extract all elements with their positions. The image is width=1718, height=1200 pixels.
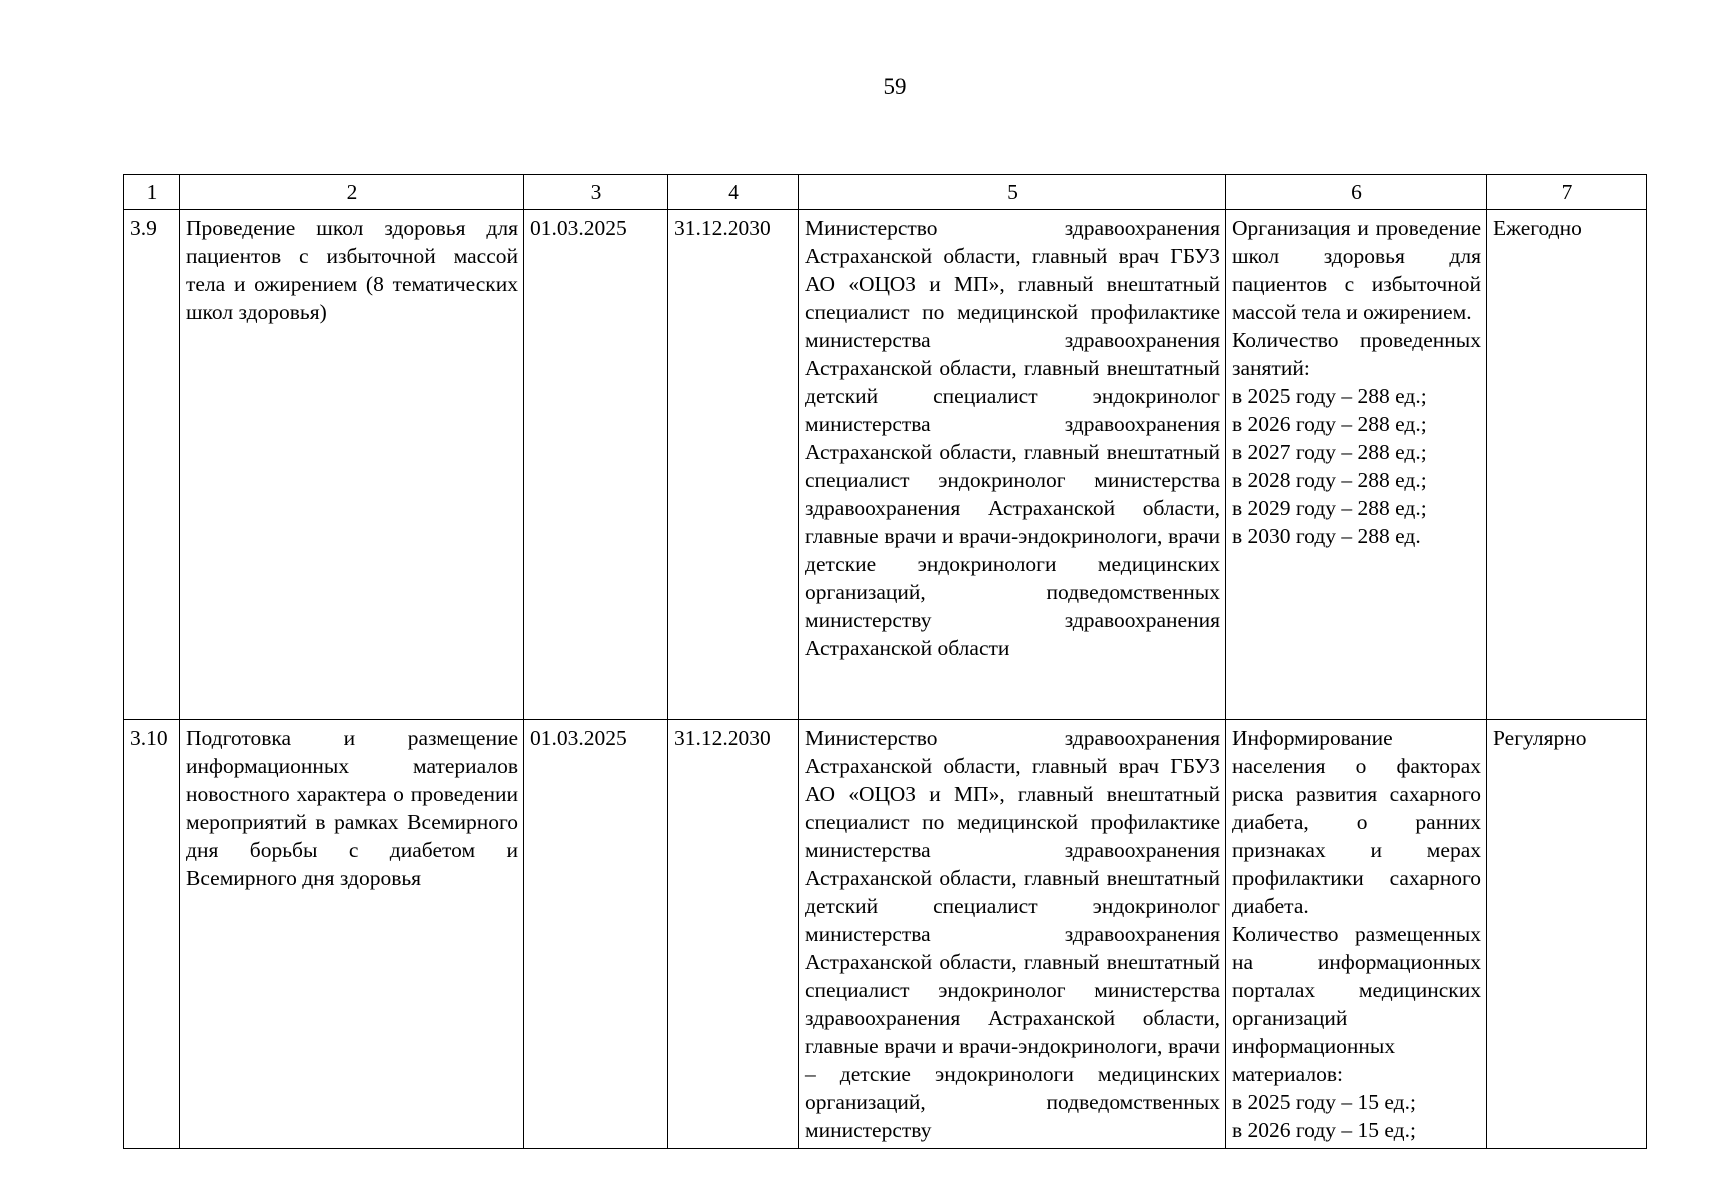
frequency-cell: Регулярно	[1487, 720, 1647, 1149]
row-number-cell: 3.10	[124, 720, 180, 1149]
result-year-item: в 2026 году – 15 ед.;	[1232, 1118, 1416, 1142]
start-date-cell: 01.03.2025	[524, 210, 668, 720]
result-year-item: в 2030 году – 288 ед.	[1232, 524, 1421, 548]
column-number-cell: 6	[1226, 175, 1487, 210]
result-text: Организация и проведение школ здоровья для пациентов с избыточной массой тела и ожирением.	[1232, 216, 1481, 324]
result-year-item: в 2025 году – 15 ед.;	[1232, 1090, 1416, 1114]
result-text: Информирование населения о факторах риска развития сахарного диабета, о ранних признаках и мерах профилактики сахарного диабета.	[1232, 726, 1481, 918]
column-number-cell: 1	[124, 175, 180, 210]
frequency-cell: Ежегодно	[1487, 210, 1647, 720]
result-year-item: в 2029 году – 288 ед.;	[1232, 496, 1427, 520]
result-year-item: в 2027 году – 288 ед.;	[1232, 440, 1427, 464]
result-years-list	[1232, 1088, 1481, 1144]
result-year-item: в 2026 году – 288 ед.;	[1232, 412, 1427, 436]
result-year-item: в 2025 году – 288 ед.;	[1232, 384, 1427, 408]
end-date-cell: 31.12.2030	[668, 720, 799, 1149]
activity-cell: Проведение школ здоровья для пациентов с избыточной массой тела и ожирением (8 тематических школ здоровья)	[180, 210, 524, 720]
responsible-cell: Министерство здравоохранения Астраханской области, главный врач ГБУЗ АО «ОЦОЗ и МП», главный внештатный специалист по медицинской профилактике министерства здравоохранения Астраханской области, главный внештатный детский специалист эндокринолог министерства здравоохранения Астраханской области, главный внештатный специалист эндокринолог министерства здравоохранения Астраханской области, главные врачи и врачи-эндокринологи, врачи – детские эндокринологи медицинских организаций, подведомственных министерству	[799, 720, 1226, 1149]
start-date-cell: 01.03.2025	[524, 720, 668, 1149]
result-year-item: в 2028 году – 288 ед.;	[1232, 468, 1427, 492]
result-cell	[1226, 720, 1487, 1149]
column-number-cell: 3	[524, 175, 668, 210]
plan-table	[123, 174, 1647, 1149]
end-date-cell: 31.12.2030	[668, 210, 799, 720]
activity-cell: Подготовка и размещение информационных материалов новостного характера о проведении мероприятий в рамках Всемирного дня борьбы с диабетом и Всемирного дня здоровья	[180, 720, 524, 1149]
column-number-cell: 7	[1487, 175, 1647, 210]
result-years-list	[1232, 382, 1481, 550]
result-count-label: Количество проведенных занятий:	[1232, 328, 1481, 380]
result-count-label: Количество размещенных на информационных порталах медицинских организаций информационных материалов:	[1232, 922, 1481, 1086]
result-cell	[1226, 210, 1487, 720]
column-number-row	[124, 175, 1647, 210]
page-number: 59	[883, 74, 907, 99]
column-number-cell: 2	[180, 175, 524, 210]
table-row	[124, 720, 1647, 1149]
table-row	[124, 210, 1647, 720]
responsible-cell: Министерство здравоохранения Астраханской области, главный врач ГБУЗ АО «ОЦОЗ и МП», главный внештатный специалист по медицинской профилактике министерства здравоохранения Астраханской области, главный внештатный детский специалист эндокринолог министерства здравоохранения Астраханской области, главный внештатный специалист эндокринолог министерства здравоохранения Астраханской области, главные врачи и врачи-эндокринологи, врачи детские эндокринологи медицинских организаций, подведомственных министерству здравоохранения Астраханской области	[799, 210, 1226, 720]
row-number-cell: 3.9	[124, 210, 180, 720]
column-number-cell: 4	[668, 175, 799, 210]
column-number-cell: 5	[799, 175, 1226, 210]
